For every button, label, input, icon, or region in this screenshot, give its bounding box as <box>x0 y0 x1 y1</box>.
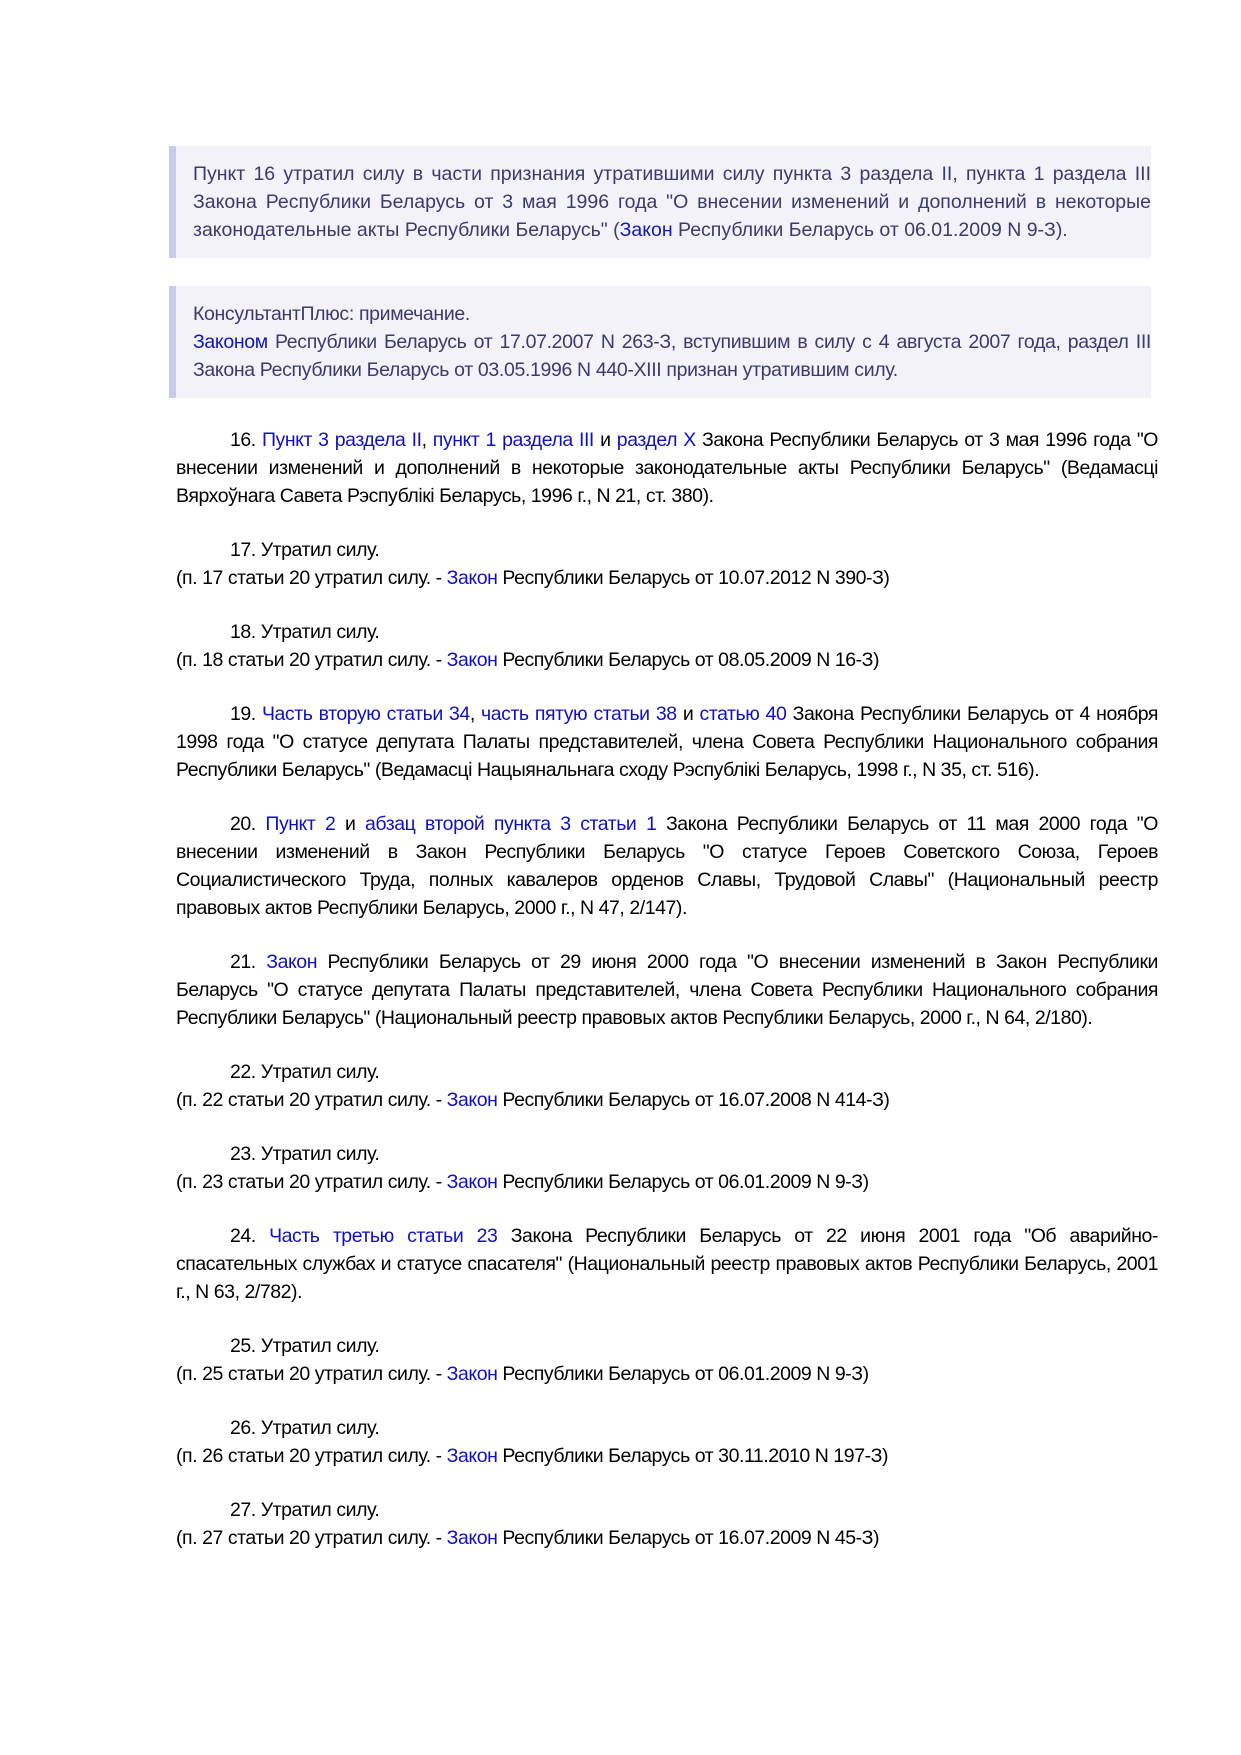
note-text-after: Республики Беларусь от 06.01.2009 N 9-З). <box>672 219 1068 241</box>
annotation-text: (п. 22 статьи 20 утратил силу. - <box>176 1089 447 1111</box>
law-link[interactable]: Закон <box>446 1445 498 1467</box>
list-item-16 <box>176 426 1158 510</box>
annotation-text: (п. 27 статьи 20 утратил силу. - <box>176 1527 447 1549</box>
item-annotation <box>176 1442 1158 1470</box>
item-status: 25. Утратил силу. <box>230 1335 380 1357</box>
law-link[interactable]: статью 40 <box>699 703 787 725</box>
law-link[interactable]: раздел X <box>616 429 696 451</box>
law-link[interactable]: пункт 1 раздела III <box>432 429 594 451</box>
law-link[interactable]: Закон <box>446 649 498 671</box>
item-status: 27. Утратил силу. <box>230 1499 380 1521</box>
law-link[interactable]: Закон <box>446 1089 498 1111</box>
item-annotation <box>176 1086 1158 1114</box>
item-status: 18. Утратил силу. <box>230 621 380 643</box>
separator: и <box>676 703 700 725</box>
annotation-text: Республики Беларусь от 08.05.2009 N 16-З) <box>497 649 880 671</box>
item-text: Республики Беларусь от 29 июня 2000 года "О внесении изменений в Закон Республики Беларусь "О статусе депутата Палаты представителей, члена Совета Республики Национального собрания Республики Беларусь" (Национальный реестр правовых актов Республики Беларусь, 2000 г., N 64, 2/180). <box>176 951 1158 1029</box>
law-link[interactable]: Закон <box>446 567 498 589</box>
annotation-text: (п. 26 статьи 20 утратил силу. - <box>176 1445 447 1467</box>
consultant-note-text <box>193 328 1151 384</box>
item-number: 19. <box>230 703 262 725</box>
law-link[interactable]: Часть третью статьи 23 <box>269 1225 498 1247</box>
law-link[interactable]: Закон <box>446 1171 498 1193</box>
item-number: 16. <box>230 429 262 451</box>
law-link[interactable]: Закон <box>619 219 673 241</box>
item-annotation <box>176 564 1158 592</box>
item-text: Закона Республики Беларусь от 11 мая 2000 года "О внесении изменений в Закон Республики Беларусь "О статусе Героев Советского Союза, Героев Социалистического Труда, полных кавалеров орденов Славы, Трудовой Славы" (Национальный реестр правовых актов Республики Беларусь, 2000 г., N 47, 2/147). <box>176 813 1158 919</box>
law-link[interactable]: абзац второй пункта 3 статьи 1 <box>365 813 657 835</box>
separator: , <box>469 703 482 725</box>
list-item-17 <box>176 536 1158 592</box>
law-link[interactable]: Пункт 3 раздела II <box>261 429 422 451</box>
item-status: 22. Утратил силу. <box>230 1061 380 1083</box>
law-link[interactable]: Часть вторую статьи 34 <box>261 703 470 725</box>
note-text-before: Пункт 16 утратил силу в части признания утратившими силу пункта 3 раздела II, пункта 1 раздела III Закона Республики Беларусь от 3 мая 1996 года "О внесении изменений и дополнений в некоторые законодательные акты Республики Беларусь" ( <box>193 163 1151 241</box>
list-item-23 <box>176 1140 1158 1196</box>
law-link[interactable]: Закон <box>446 1363 498 1385</box>
amendment-note <box>169 146 1151 258</box>
annotation-text: Республики Беларусь от 30.11.2010 N 197-З) <box>497 1445 889 1467</box>
amendment-note-text <box>193 160 1151 244</box>
annotation-text: Республики Беларусь от 10.07.2012 N 390-З) <box>497 567 890 589</box>
item-text: Закона Республики Беларусь от 22 июня 2001 года "Об аварийно-спасательных службах и статусе спасателя" (Национальный реестр правовых актов Республики Беларусь, 2001 г., N 63, 2/782). <box>176 1225 1158 1303</box>
document-page <box>176 146 1158 1552</box>
item-annotation <box>176 646 1158 674</box>
annotation-text: (п. 25 статьи 20 утратил силу. - <box>176 1363 447 1385</box>
item-text: Закона Республики Беларусь от 3 мая 1996 года "О внесении изменений и дополнений в некоторые законодательные акты Республики Беларусь" (Ведамасці Вярхоўнага Савета Рэспублікі Беларусь, 1996 г., N 21, ст. 380). <box>176 429 1159 507</box>
list-item-24 <box>176 1222 1158 1306</box>
annotation-text: (п. 23 статьи 20 утратил силу. - <box>176 1171 447 1193</box>
law-link[interactable]: Закон <box>446 1527 498 1549</box>
list-item-26 <box>176 1414 1158 1470</box>
item-number: 21. <box>230 951 267 973</box>
law-link[interactable]: Закон <box>266 951 318 973</box>
item-status: 17. Утратил силу. <box>230 539 380 561</box>
item-number: 24. <box>230 1225 270 1247</box>
item-status: 23. Утратил силу. <box>230 1143 380 1165</box>
list-item-20 <box>176 810 1158 922</box>
item-number: 20. <box>230 813 266 835</box>
separator: и <box>335 813 366 835</box>
annotation-text: Республики Беларусь от 06.01.2009 N 9-З) <box>497 1171 869 1193</box>
item-annotation <box>176 1168 1158 1196</box>
list-item-25 <box>176 1332 1158 1388</box>
consultant-note <box>169 286 1151 398</box>
annotation-text: (п. 18 статьи 20 утратил силу. - <box>176 649 447 671</box>
annotation-text: Республики Беларусь от 06.01.2009 N 9-З) <box>497 1363 869 1385</box>
annotation-text: (п. 17 статьи 20 утратил силу. - <box>176 567 447 589</box>
item-status: 26. Утратил силу. <box>230 1417 380 1439</box>
separator: , <box>421 429 433 451</box>
annotation-text: Республики Беларусь от 16.07.2009 N 45-З) <box>497 1527 880 1549</box>
law-link[interactable]: Пункт 2 <box>265 813 336 835</box>
law-link[interactable]: часть пятую статьи 38 <box>481 703 677 725</box>
list-item-18 <box>176 618 1158 674</box>
list-item-22 <box>176 1058 1158 1114</box>
separator: и <box>593 429 617 451</box>
item-annotation <box>176 1360 1158 1388</box>
list-item-19 <box>176 700 1158 784</box>
law-link[interactable]: Законом <box>193 331 268 353</box>
list-item-27 <box>176 1496 1158 1552</box>
item-text: Закона Республики Беларусь от 4 ноября 1998 года "О статусе депутата Палаты представителей, члена Совета Республики Национального собрания Республики Беларусь" (Ведамасці Нацыянальнага сходу Рэспублікі Беларусь, 1998 г., N 35, ст. 516). <box>176 703 1158 781</box>
item-annotation <box>176 1524 1158 1552</box>
list-item-21 <box>176 948 1158 1032</box>
note-text-after: Республики Беларусь от 17.07.2007 N 263-З, вступившим в силу с 4 августа 2007 года, раздел III Закона Республики Беларусь от 03.05.1996 N 440-XIII признан утратившим силу. <box>193 331 1151 381</box>
consultant-note-heading: КонсультантПлюс: примечание. <box>193 303 470 325</box>
annotation-text: Республики Беларусь от 16.07.2008 N 414-З) <box>497 1089 890 1111</box>
